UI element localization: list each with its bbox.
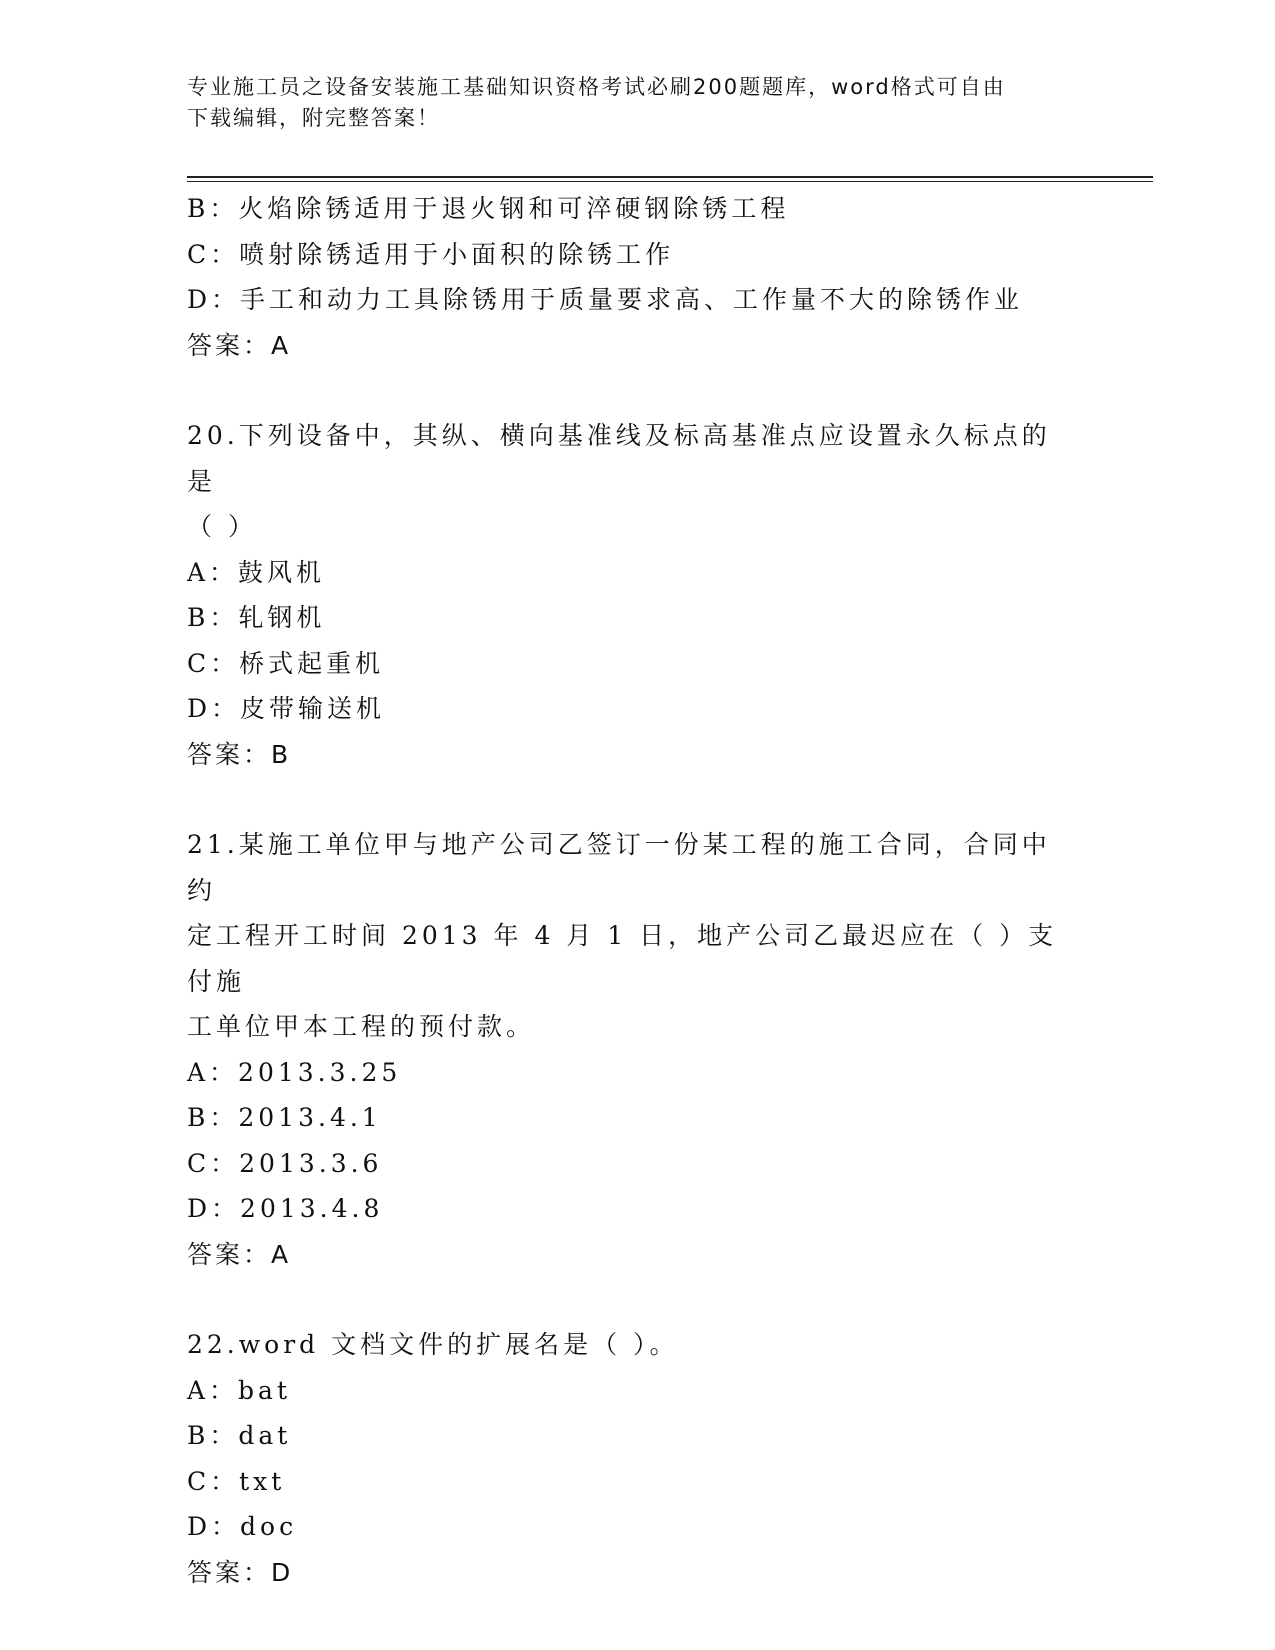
question-list <box>187 186 1087 1595</box>
q20-stem-line-1: 20.下列设备中，其纵、横向基准线及标高基准点应设置永久标点的是 <box>187 421 1051 496</box>
question-20 <box>187 413 1087 777</box>
q21-stem-line-2: 定工程开工时间 2013 年 4 月 1 日，地产公司乙最迟应在（ ）支付施 <box>187 921 1058 996</box>
question-19 <box>187 186 1087 368</box>
q19-answer: 答案：A <box>187 330 292 360</box>
q22-option-c: C：txt <box>187 1466 286 1496</box>
q20-option-d: D：皮带输送机 <box>187 694 386 723</box>
spacer <box>187 368 1087 413</box>
q22-answer: 答案：D <box>187 1557 294 1587</box>
q22-stem <box>187 1322 1067 1368</box>
header-title-line-2: 下载编辑，附完整答案！ <box>187 106 440 130</box>
q21-option-c: C：2013.3.6 <box>187 1148 383 1178</box>
spacer <box>187 1277 1087 1322</box>
q21-stem-line-1: 21.某施工单位甲与地产公司乙签订一份某工程的施工合同，合同中约 <box>187 830 1051 905</box>
q21-option-a: A：2013.3.25 <box>187 1057 402 1087</box>
q20-option-c: C：桥式起重机 <box>187 648 385 678</box>
q22-stem-line-1: 22.word 文档文件的扩展名是（ ）。 <box>187 1330 679 1359</box>
q19-option-b: B：火焰除锈适用于退火钢和可淬硬钢除锈工程 <box>187 194 790 223</box>
q21-stem <box>187 822 1067 1050</box>
document-header <box>187 72 1067 134</box>
header-title-line-1: 专业施工员之设备安装施工基础知识资格考试必刷200题题库，word格式可自由 <box>187 75 1006 99</box>
q19-option-d: D：手工和动力工具除锈用于质量要求高、工作量不大的除锈作业 <box>187 285 1024 314</box>
q20-answer: 答案：B <box>187 739 292 769</box>
q19-option-c: C：喷射除锈适用于小面积的除锈工作 <box>187 239 675 269</box>
header-divider-thin <box>187 181 1153 182</box>
q22-option-b: B：dat <box>187 1421 292 1450</box>
q21-stem-line-3: 工单位甲本工程的预付款。 <box>187 1012 536 1041</box>
question-22 <box>187 1322 1087 1595</box>
q20-stem <box>187 413 1067 550</box>
header-divider-thick <box>187 176 1153 178</box>
q21-answer: 答案：A <box>187 1239 292 1269</box>
q20-option-a: A：鼓风机 <box>187 557 326 587</box>
q22-option-d: D：doc <box>187 1512 298 1541</box>
q21-option-b: B：2013.4.1 <box>187 1103 382 1132</box>
q22-option-a: A：bat <box>187 1375 292 1405</box>
spacer <box>187 777 1087 822</box>
q21-option-d: D：2013.4.8 <box>187 1194 384 1223</box>
q20-stem-line-2: （ ） <box>187 512 257 541</box>
question-21 <box>187 822 1087 1277</box>
q20-option-b: B：轧钢机 <box>187 603 326 632</box>
